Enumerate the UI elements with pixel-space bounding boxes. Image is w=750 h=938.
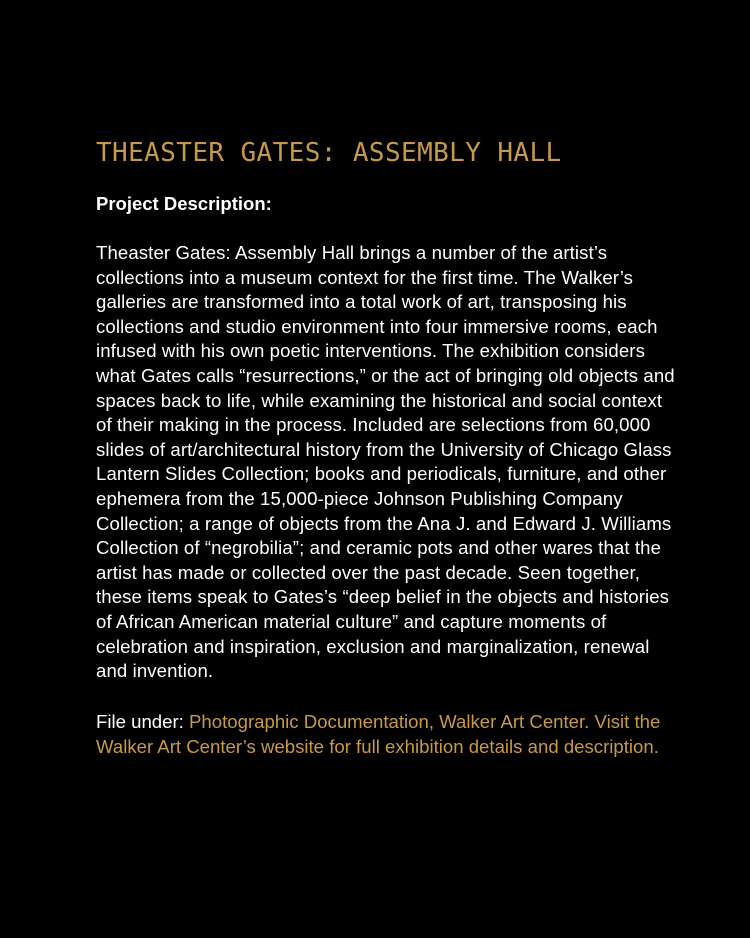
walker-website-link[interactable]: Visit the Walker Art Center’s website for full exhibition details and description. [96,710,661,757]
file-under-block [96,709,676,759]
photographic-documentation-link[interactable]: Photographic Documentation, Walker Art Center. [189,710,590,732]
page-title: THEASTER GATES: ASSEMBLY HALL [96,138,562,168]
section-label: Project Description: [96,193,272,214]
document-page [96,138,676,759]
description-paragraph: Theaster Gates: Assembly Hall brings a number of the artist’s collections into a museum context for the first time. The Walker’s galleries are transformed into a total work of art, transposing his collections and studio environment into four immersive rooms, each infused with his own poetic interventions. The exhibition considers what Gates calls “resurrections,” or the act of bringing old objects and spaces back to life, while examining the historical and social context of their making in the process. Included are selections from 60,000 slides of art/architectural history from the University of Chicago Glass Lantern Slides Collection; books and periodicals, furniture, and other ephemera from the 15,000-piece Johnson Publishing Company Collection; a range of objects from the Ana J. and Edward J. Williams Collection of “negrobilia”; and ceramic pots and other wares that the artist has made or collected over the past decade. Seen together, these items speak to Gates’s “deep belief in the objects and histories of African American material culture” and capture moments of celebration and inspiration, exclusion and marginalization, renewal and invention. [96,242,675,682]
file-under-label: File under: [96,710,184,732]
